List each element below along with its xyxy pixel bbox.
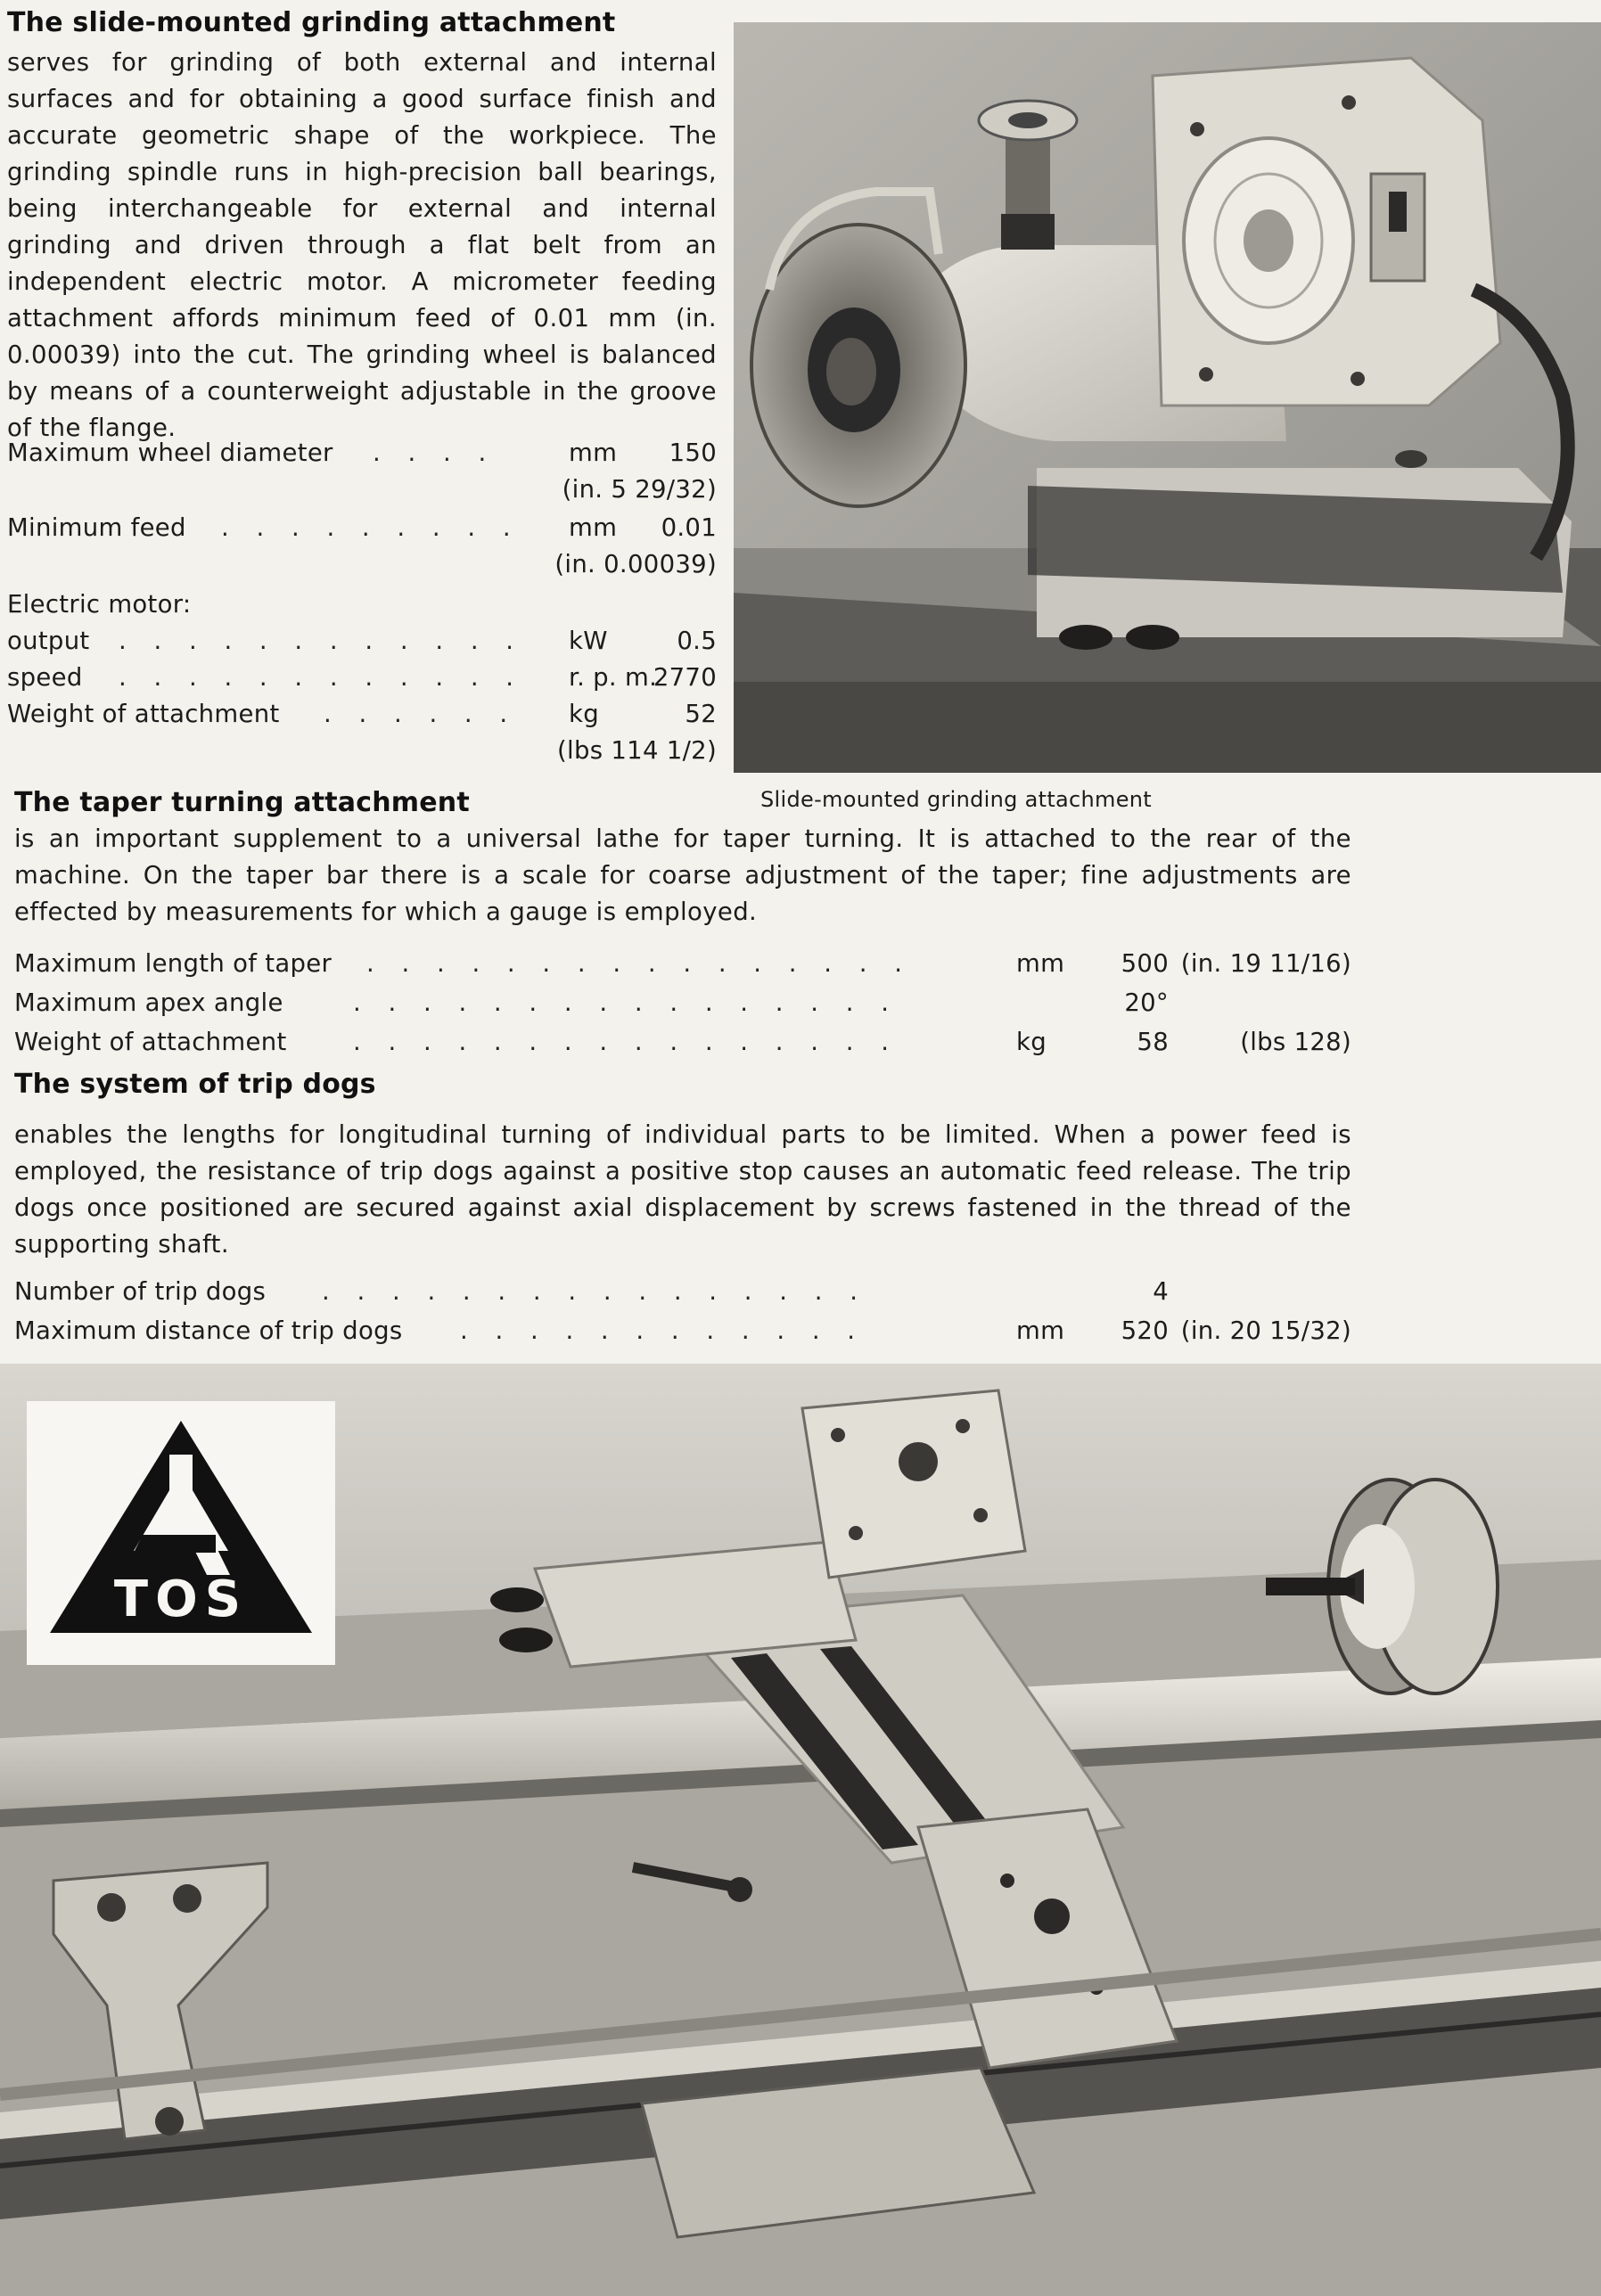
tos-logo — [27, 1401, 335, 1665]
leader-dots: . . . . . . — [324, 700, 518, 728]
spec-imperial: (in. 5 29/32) — [562, 475, 717, 504]
spec-value: 52 — [685, 700, 717, 728]
spec-value: 500 — [1121, 949, 1169, 978]
spec-label: Electric motor: — [7, 590, 192, 619]
spec-row-feed-imperial — [7, 546, 717, 583]
spec-label: Maximum length of taper — [14, 949, 333, 978]
spec-unit: kg — [1016, 1028, 1047, 1056]
grinding-heading: The slide-mounted grinding attachment — [7, 7, 616, 38]
spec-value: 150 — [669, 439, 717, 467]
spec-imperial: (lbs 128) — [1240, 1028, 1351, 1056]
tripdogs-heading: The system of trip dogs — [14, 1069, 376, 1100]
leader-dots: . . . . . . . . . . . . — [460, 1316, 866, 1345]
spec-row-wheel — [7, 435, 717, 472]
spec-row-weight — [7, 696, 717, 733]
leader-dots: . . . . . . . . . . . . . . . . — [353, 1028, 899, 1056]
spec-label: Weight of attachment — [7, 700, 280, 728]
spec-imperial: (in. 19 11/16) — [1180, 949, 1351, 978]
spec-row-weight-imperial — [7, 733, 717, 769]
spec-unit: kW — [569, 627, 608, 655]
leader-dots: . . . . . . . . . . . . — [119, 663, 524, 692]
spec-row-feed — [7, 510, 717, 546]
spec-unit: mm — [569, 439, 618, 467]
leader-dots: . . . . — [373, 439, 497, 467]
spec-row-taper-length — [14, 946, 1351, 985]
taper-heading: The taper turning attachment — [14, 787, 470, 818]
spec-label: speed — [7, 663, 83, 692]
spec-label: Number of trip dogs — [14, 1277, 267, 1306]
tripdogs-description: enables the lengths for longitudinal turning of individual parts to be limited. When a power feed is employed, the resistance of trip dogs against a positive stop causes an automatic feed release. The trip dogs once positioned are secured against axial displacement by screws fastened in the thread of the supporting shaft. — [14, 1120, 1351, 1259]
spec-value: 2770 — [653, 663, 717, 692]
spec-value: 4 — [1153, 1277, 1169, 1306]
spec-row-speed — [7, 660, 717, 696]
spec-unit: mm — [569, 513, 618, 542]
tos-logo-text: TOS — [113, 1570, 249, 1628]
grinding-attachment-illustration — [734, 22, 1601, 773]
spec-imperial: (in. 0.00039) — [554, 550, 717, 578]
grinding-photo-caption: Slide-mounted grinding attachment — [760, 787, 1153, 812]
spec-unit: kg — [569, 700, 599, 728]
spec-label: Maximum apex angle — [14, 988, 283, 1017]
leader-dots: . . . . . . . . . . . . . . . . — [353, 988, 899, 1017]
spec-unit: r. p. m. — [569, 663, 658, 692]
spec-row-apex-angle — [14, 985, 1351, 1024]
spec-row-trip-dog-count — [14, 1274, 1351, 1313]
grinding-attachment-photo — [734, 22, 1601, 773]
leader-dots: . . . . . . . . . . . . . . . . — [322, 1277, 867, 1306]
spec-label: Minimum feed — [7, 513, 186, 542]
spec-value: 58 — [1137, 1028, 1169, 1056]
leader-dots: . . . . . . . . . . . . . . . . — [366, 949, 912, 978]
spec-unit: mm — [1016, 949, 1065, 978]
tripdogs-specs — [14, 1274, 1351, 1352]
leader-dots: . . . . . . . . . — [221, 513, 521, 542]
taper-attachment-photo — [0, 1364, 1601, 2296]
spec-row-output — [7, 623, 717, 660]
spec-row-motor — [7, 586, 717, 623]
spec-row-wheel-imperial — [7, 472, 717, 508]
spec-imperial: (in. 20 15/32) — [1180, 1316, 1351, 1345]
leader-dots: . . . . . . . . . . . . — [119, 627, 524, 655]
spec-value: 0.5 — [677, 627, 717, 655]
grinding-specs — [7, 435, 717, 769]
spec-imperial: (lbs 114 1/2) — [556, 736, 717, 765]
spec-value: 20° — [1124, 988, 1169, 1017]
spec-row-taper-weight — [14, 1024, 1351, 1063]
spec-value: 0.01 — [661, 513, 717, 542]
grinding-description: serves for grinding of both external and internal surfaces and for obtaining a good surface finish and accurate geometric shape of the workpiece. The grinding spindle runs in high-precision ball bearings, being interchangeable for external and internal grinding and driven through a flat belt from an independent electric motor. A micrometer feeding attachment affords minimum feed of 0.01 mm (in. 0.00039) into the cut. The grinding wheel is balanced by means of a counterweight adjustable in the groove of the flange. — [7, 48, 717, 442]
spec-label: Maximum wheel diameter — [7, 439, 333, 467]
taper-description: is an important supplement to a universal lathe for taper turning. It is attached to the rear of the machine. On the taper bar there is a scale for coarse adjustment of the taper; fine adjustments are effected by measurements for which a gauge is employed. — [14, 824, 1351, 926]
spec-unit: mm — [1016, 1316, 1065, 1345]
spec-value: 520 — [1121, 1316, 1169, 1345]
spec-label: output — [7, 627, 90, 655]
spec-row-trip-dog-distance — [14, 1313, 1351, 1352]
taper-specs — [14, 946, 1351, 1063]
spec-label: Weight of attachment — [14, 1028, 287, 1056]
spec-label: Maximum distance of trip dogs — [14, 1316, 403, 1345]
